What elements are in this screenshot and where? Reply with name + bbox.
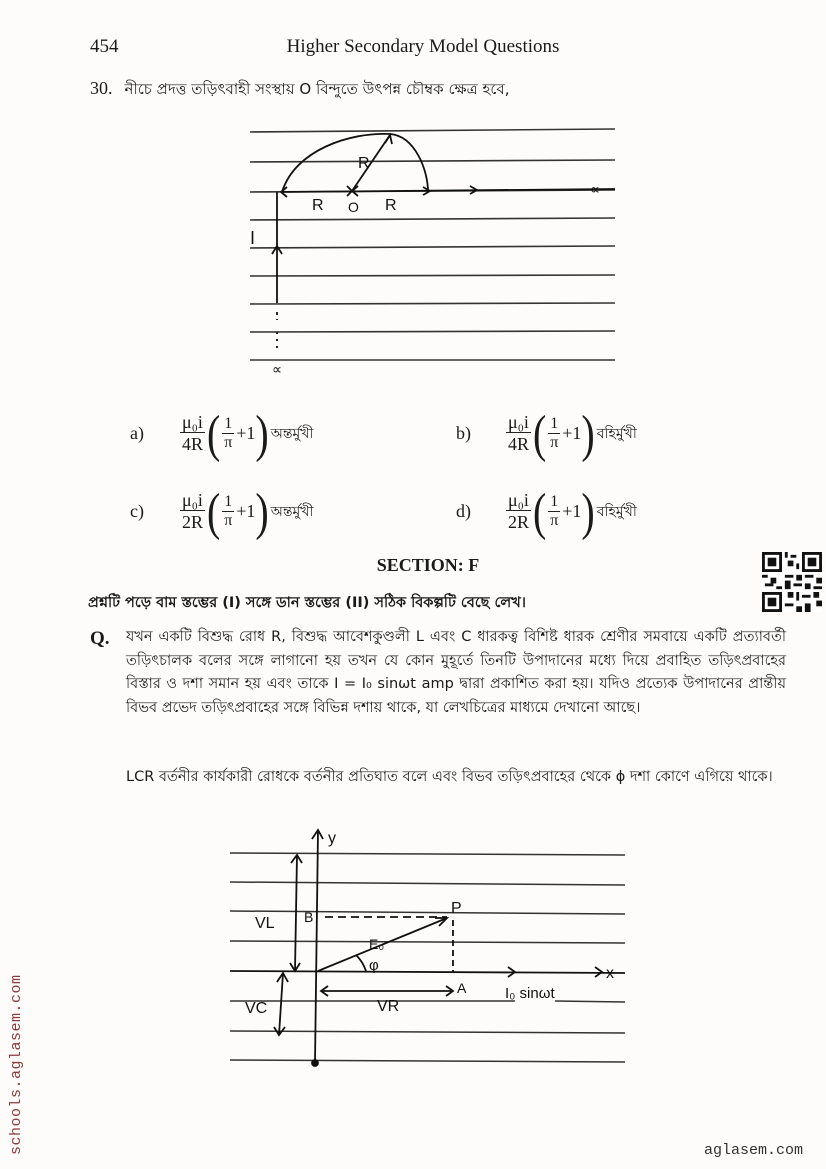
option-b[interactable]: b) $\frac{\text{μ₀i}}{4R}$ ( $\frac{1}{\pi}$ +1 ) বহির্মুখী bbox=[456, 403, 637, 463]
section-title: SECTION: F bbox=[376, 555, 480, 575]
direction-text: অন্তর্মুখী bbox=[270, 503, 314, 520]
question-30 bbox=[90, 78, 510, 103]
e0-label: E₀ bbox=[369, 936, 385, 952]
qr-code-icon[interactable] bbox=[762, 551, 822, 613]
vl-label: VL bbox=[255, 915, 275, 932]
section-instruction: প্রশ্নটি পড়ে বাম স্তম্ভের (I) সঙ্গে ডান স্তম্ভের (II) সঠিক বিকল্পটি বেছে লেখ। bbox=[88, 595, 526, 611]
phi-label: φ bbox=[369, 957, 379, 974]
option-a[interactable]: a) $\frac{\text{μ₀i}}{4R}$ ( $\frac{1}{\pi}$ +1 ) অন্তর্মুখী bbox=[130, 403, 314, 463]
running-title: Higher Secondary Model Questions bbox=[286, 36, 560, 57]
question-label: Q. bbox=[90, 628, 110, 649]
vc-label: VC bbox=[245, 1000, 268, 1017]
direction-text: বহির্মুখী bbox=[596, 503, 637, 520]
side-watermark: schools.aglasem.com bbox=[8, 974, 25, 1155]
x-axis-label: x bbox=[606, 965, 614, 982]
lcr-phasor-diagram bbox=[225, 825, 635, 1070]
question-paragraph-1: যখন একটি বিশুদ্ধ রোধ R, বিশুদ্ধ আবেশকুণ্ডলী L এবং C ধারকত্ব বিশিষ্ট ধারক শ্রেণীর সমবায়ে একটি প্রত্যাবর্তী তড়িৎচালক বলের সঙ্গে লাগানো হয় তখন যে কোন মুহূর্তে তিনটি উপাদানের মধ্যে দিয়ে প্রবাহিত তড়িৎপ্রবাহের বিস্তার ও দশা সমান হয় এবং তাকে I = I₀ sinωt amp দ্বারা প্রকাশিত করা হয়। যদিও প্রত্যেক উপাদানের প্রান্তীয় বিভব প্রভেদ তড়িৎপ্রবাহের সঙ্গে বিভিন্ন দশায় থাকে, যা লেখচিত্রের মাধ্যমে দেখানো আছে। bbox=[126, 629, 786, 716]
radius-label: R bbox=[358, 155, 370, 172]
question-paragraph-2: LCR বর্তনীর কার্যকারী রোধকে বর্তনীর প্রতিঘাত বলে এবং বিভব তড়িৎপ্রবাহের থেকে ϕ দশা কোণে এগিয়ে থাকে। bbox=[126, 769, 773, 785]
question-number: 30. bbox=[90, 78, 113, 98]
point-b-label: B bbox=[304, 909, 314, 925]
infinity-right-label: ∝ bbox=[590, 181, 601, 197]
page-number: 454 bbox=[90, 36, 119, 57]
footer-watermark: aglasem.com bbox=[704, 1142, 804, 1159]
option-c[interactable]: c) $\frac{\text{μ₀i}}{2R}$ ( $\frac{1}{\pi}$ +1 ) অন্তর্মুখী bbox=[130, 481, 314, 541]
infinity-bottom-label: ∝ bbox=[272, 361, 283, 377]
point-p-label: P bbox=[451, 900, 462, 917]
question-text: নীচে প্রদত্ত তড়িৎবাহী সংস্থায় O বিন্দুতে উৎপন্ন চৌম্বক ক্ষেত্র হবে, bbox=[124, 80, 510, 98]
option-d[interactable]: d) $\frac{\text{μ₀i}}{2R}$ ( $\frac{1}{\pi}$ +1 ) বহির্মুখী bbox=[456, 481, 637, 541]
direction-text: বহির্মুখী bbox=[596, 425, 637, 442]
current-expression-label: I₀ sinωt bbox=[505, 985, 555, 1002]
wire-semicircle-diagram bbox=[240, 120, 630, 385]
point-a-label: A bbox=[457, 980, 467, 996]
radius-right-label: R bbox=[385, 197, 397, 214]
option-label: c) bbox=[130, 501, 144, 521]
center-label: O bbox=[348, 199, 359, 215]
direction-text: অন্তর্মুখী bbox=[270, 425, 314, 442]
option-label: d) bbox=[456, 501, 471, 521]
radius-left-label: R bbox=[312, 197, 324, 214]
current-label: I bbox=[250, 228, 256, 248]
option-label: b) bbox=[456, 423, 471, 443]
y-axis-label: y bbox=[328, 830, 336, 847]
vr-label: VR bbox=[377, 998, 400, 1015]
option-label: a) bbox=[130, 423, 144, 443]
